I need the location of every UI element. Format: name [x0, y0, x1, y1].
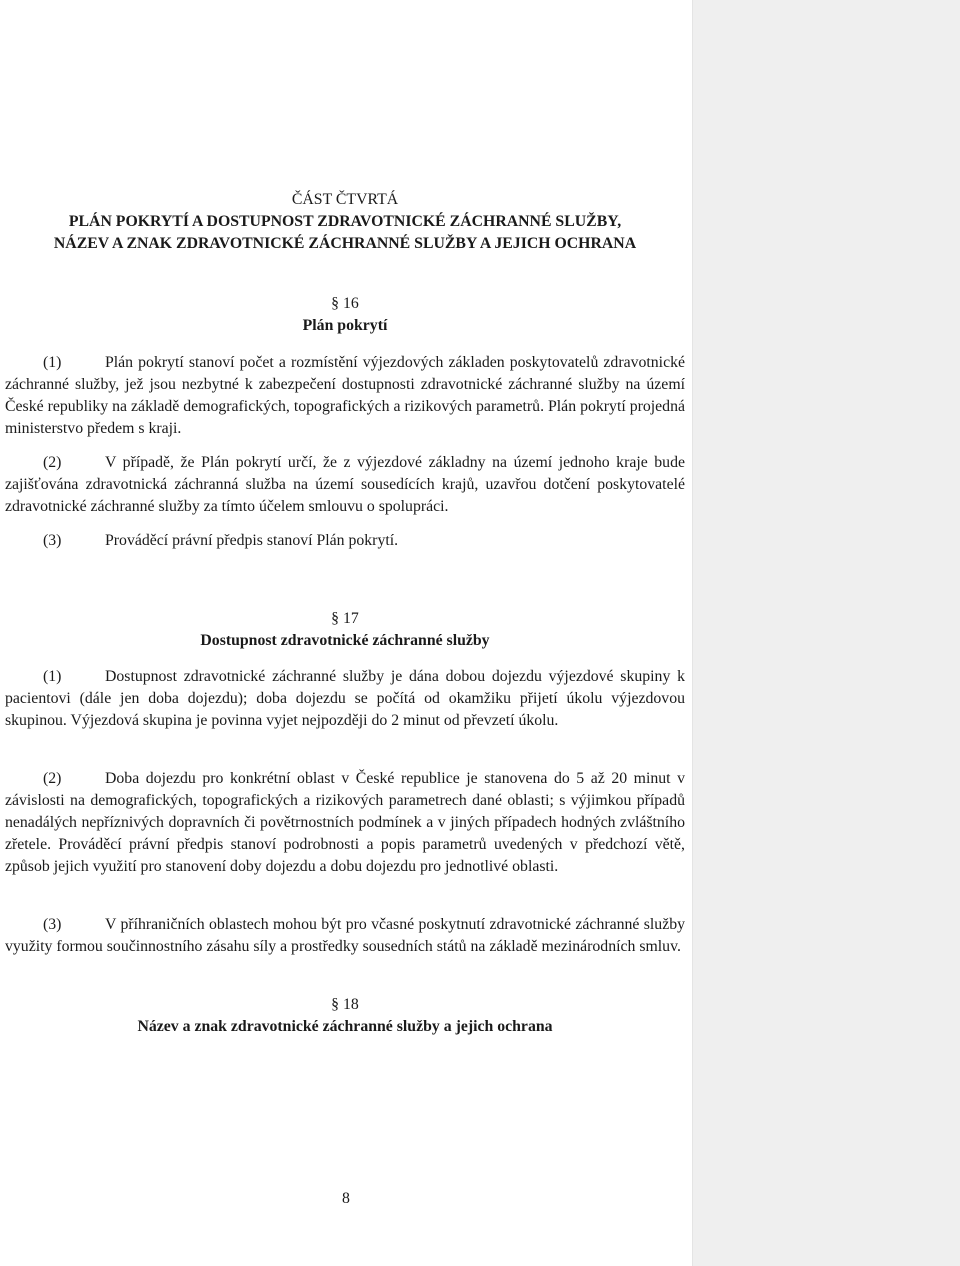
section-16-number: § 16	[331, 295, 359, 312]
section-16-paragraph-1	[5, 352, 685, 440]
section-18-title: Název a znak zdravotnické záchranné služby a jejich ochrana	[137, 1018, 553, 1035]
paragraph-number: (2)	[43, 454, 62, 471]
section-16-title: Plán pokrytí	[302, 317, 388, 334]
paragraph-number: (1)	[43, 354, 62, 371]
page-number: 8	[342, 1190, 350, 1207]
paragraph-number: (1)	[43, 668, 62, 685]
section-17-paragraph-2	[5, 768, 685, 878]
part-title-line-1: PLÁN POKRYTÍ A DOSTUPNOST ZDRAVOTNICKÉ ZÁCHRANNÉ SLUŽBY,	[68, 213, 622, 230]
paragraph-number: (3)	[43, 916, 62, 933]
part-label: ČÁST ČTVRTÁ	[291, 191, 399, 208]
section-16-paragraph-3	[5, 530, 685, 552]
section-18-number: § 18	[331, 996, 359, 1013]
paragraph-number: (3)	[43, 532, 62, 549]
paragraph-text: Doba dojezdu pro konkrétní oblast v České republice je stanovena do 5 až 20 minut v závislosti na demografických, topografických a rizikových parametrech dané oblasti; s výjimkou případů nenadálých nepříznivých dopravních či povětrnostních podmínek a v jiných případech hodných zvláštního zřetele. Prováděcí právní předpis stanoví podrobnosti a popis parametrů uvedených v předchozí větě, způsob jejich využití pro stanovení doby dojezdu a dobu dojezdu pro jednotlivé oblasti.	[5, 770, 685, 875]
section-17-title: Dostupnost zdravotnické záchranné služby	[200, 632, 490, 649]
part-title-line-2: NÁZEV A ZNAK ZDRAVOTNICKÉ ZÁCHRANNÉ SLUŽBY A JEJICH OCHRANA	[53, 235, 637, 252]
paragraph-text: V případě, že Plán pokrytí určí, že z výjezdové základny na území jednoho kraje bude zajišťována zdravotnická záchranná služba na území sousedících krajů, uzavřou dotčení poskytovatelé zdravotnické záchranné služby za tímto účelem smlouvu o spolupráci.	[5, 454, 685, 515]
section-17-paragraph-3	[5, 914, 685, 958]
section-17-number: § 17	[331, 610, 359, 627]
paragraph-text: V příhraničních oblastech mohou být pro včasné poskytnutí zdravotnické záchranné služby využity formou součinnostního zásahu síly a prostředky sousedních států na základě mezinárodních smluv.	[5, 916, 685, 955]
paragraph-text: Plán pokrytí stanoví počet a rozmístění výjezdových základen poskytovatelů zdravotnické záchranné služby, jež jsou nezbytné k zabezpečení dostupnosti zdravotnické záchranné služby na území České republiky na základě demografických, topografických a rizikových parametrů. Plán pokrytí projedná ministerstvo předem s kraji.	[5, 354, 685, 437]
section-16-paragraph-2	[5, 452, 685, 518]
paragraph-text: Prováděcí právní předpis stanoví Plán pokrytí.	[105, 532, 399, 549]
paragraph-number: (2)	[43, 770, 62, 787]
paragraph-text: Dostupnost zdravotnické záchranné služby je dána dobou dojezdu výjezdové skupiny k pacientovi (dále jen doba dojezdu); doba dojezdu se počítá od okamžiku přijetí úkolu výjezdovou skupinou. Výjezdová skupina je povinna vyjet nejpozději do 2 minut od převzetí úkolu.	[5, 668, 685, 729]
section-17-paragraph-1	[5, 666, 685, 732]
document-content	[5, 189, 685, 1038]
comment-margin-panel	[692, 0, 960, 1266]
